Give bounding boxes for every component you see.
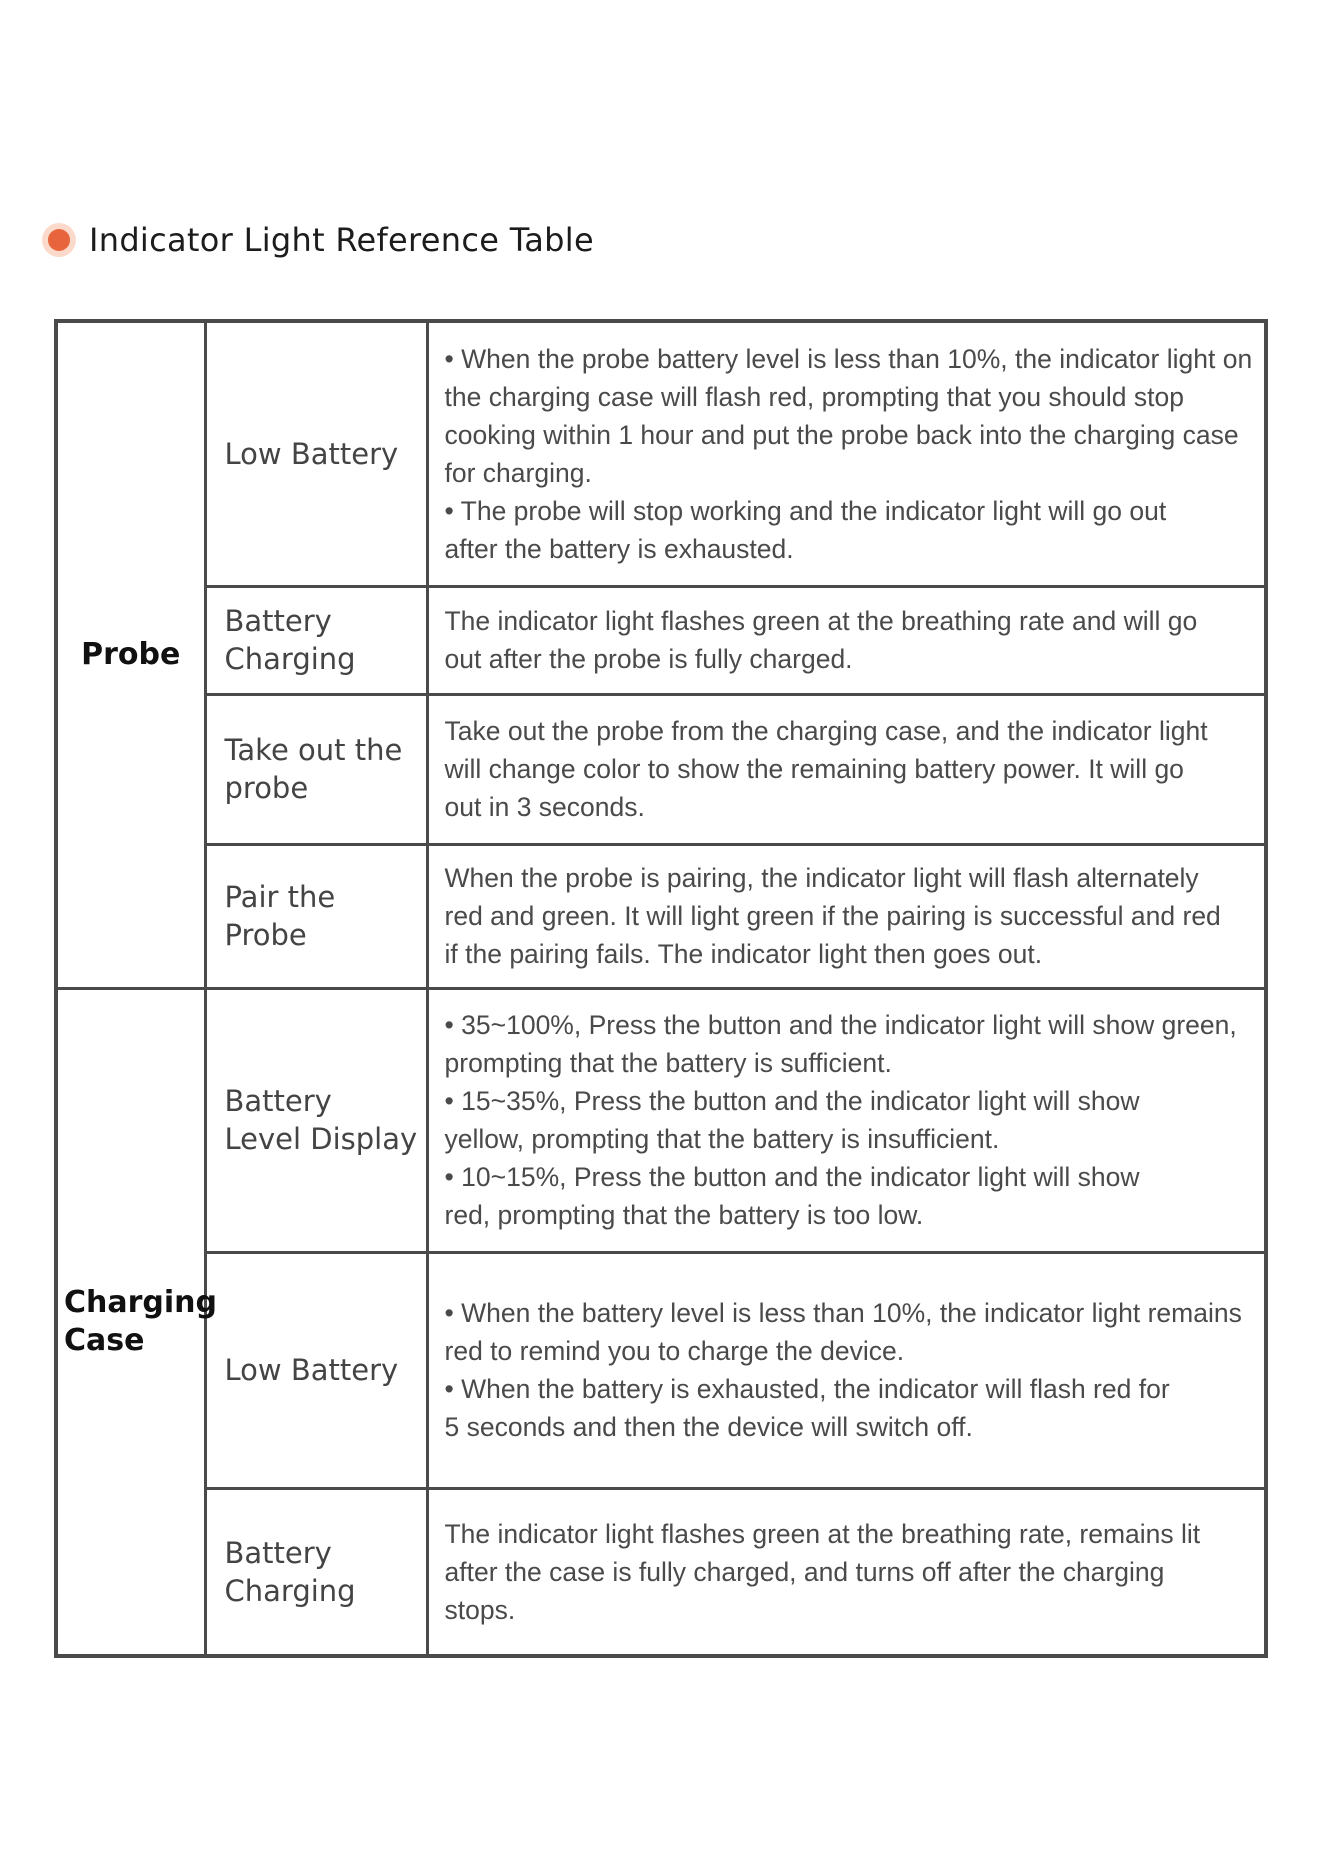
description-line: if the pairing fails. The indicator light then goes out. [444,939,1043,969]
topic-cell [205,1488,427,1656]
topic-cell [205,1252,427,1488]
table-row [56,844,1266,988]
description-line: out in 3 seconds. [444,792,645,822]
topic-cell [205,694,427,844]
description-cell [427,694,1266,844]
description-line: cooking within 1 hour and put the probe back into the charging case [444,419,1239,450]
description-line: • 15~35%, Press the button and the indicator light will show [444,1086,1140,1116]
table-row [56,321,1266,586]
description-line: will change color to show the remaining battery power. It will go [444,754,1184,784]
description-line: The indicator light flashes green at the breathing rate, remains lit [444,1518,1201,1549]
description-line: out after the probe is fully charged. [444,644,853,674]
topic-cell [205,988,427,1252]
description-line: • When the probe battery level is less than 10%, the indicator light on [444,343,1253,374]
topic-label: Battery Level Display [224,1084,418,1156]
indicator-light-table [54,319,1268,1658]
description-cell [427,1488,1266,1656]
topic-label: Take out the probe [224,733,403,805]
group-label-text: Charging Case [64,1284,218,1358]
description-line: prompting that the battery is sufficient. [444,1048,892,1078]
topic-cell [205,586,427,694]
orange-circle-bullet-icon [48,229,70,251]
description-line: • 10~15%, Press the button and the indicator light will show [444,1162,1140,1192]
group-label-text: Probe [81,636,181,672]
description-cell [427,988,1266,1252]
description-line: after the case is fully charged, and turns off after the charging [444,1556,1165,1587]
section-heading [42,218,594,262]
description-line: • The probe will stop working and the indicator light will go out [444,495,1167,526]
topic-label: Pair the Probe [224,880,336,952]
table-row [56,586,1266,694]
description-line: red to remind you to charge the device. [444,1336,905,1366]
description-line: the charging case will flash red, prompting that you should stop [444,381,1184,412]
description-line: The indicator light flashes green at the breathing rate and will go [444,606,1198,636]
page-title: Indicator Light Reference Table [89,221,594,259]
description-cell [427,844,1266,988]
description-line: stops. [444,1594,516,1625]
description-line: red and green. It will light green if the pairing is successful and red [444,901,1221,931]
description-line: for charging. [444,457,592,488]
description-line: Take out the probe from the charging case, and the indicator light [444,716,1208,746]
description-line: yellow, prompting that the battery is insufficient. [444,1124,1000,1154]
table-row [56,694,1266,844]
topic-label: Battery Charging [224,604,356,676]
description-line: after the battery is exhausted. [444,533,794,564]
topic-cell [205,321,427,586]
topic-label: Battery Charging [224,1535,356,1608]
description-line: red, prompting that the battery is too low. [444,1200,924,1230]
description-line: • 35~100%, Press the button and the indicator light will show green, [444,1010,1237,1040]
description-line: • When the battery is exhausted, the indicator will flash red for [444,1374,1170,1404]
topic-cell [205,844,427,988]
description-cell [427,1252,1266,1488]
table-row [56,1252,1266,1488]
table-row [56,988,1266,1252]
topic-label: Low Battery [224,1353,399,1387]
group-label-probe [56,321,205,988]
description-cell [427,321,1266,586]
table-row [56,1488,1266,1656]
description-line: 5 seconds and then the device will switch off. [444,1412,973,1442]
description-line: • When the battery level is less than 10%, the indicator light remains [444,1298,1242,1328]
description-line: When the probe is pairing, the indicator light will flash alternately [444,863,1199,893]
topic-label: Low Battery [224,436,399,471]
description-cell [427,586,1266,694]
group-label-charging-case [56,988,218,1656]
